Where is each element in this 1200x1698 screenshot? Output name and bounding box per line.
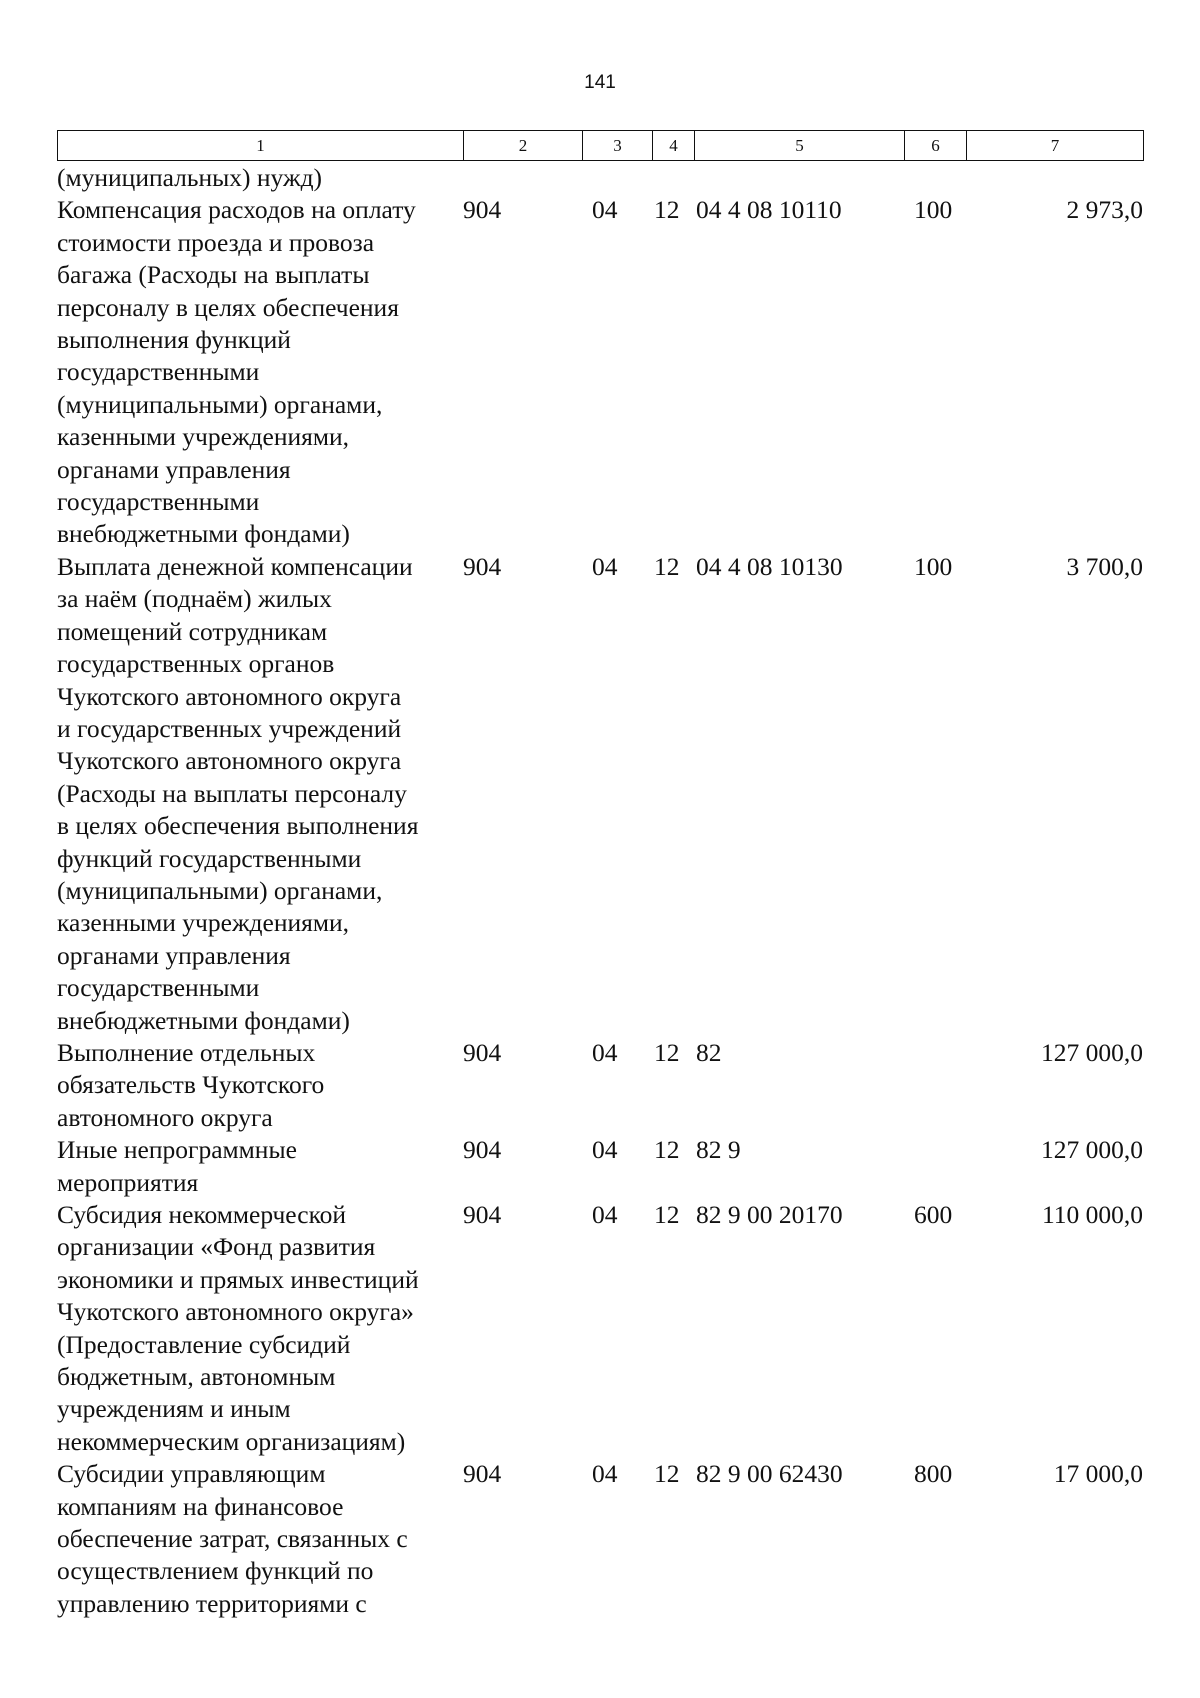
table-row [57,162,1143,194]
row-col-6 [904,1134,966,1199]
row-col-2: 904 [463,1037,502,1067]
row-col-5: 82 9 00 20170 [696,1200,843,1229]
row-col-4: 12 [654,551,680,581]
row-col-7 [966,162,1143,194]
row-col-2: 904 [463,551,502,581]
row-col-3: 04 [592,551,618,581]
row-col-5: 82 [696,1037,722,1067]
row-name: Иные непрограммные мероприятия [57,1135,297,1197]
row-col-4: 12 [654,1037,680,1067]
table-row [57,194,1143,550]
row-col-5: 82 9 [696,1135,741,1165]
row-col-7: 110 000,0 [1041,1200,1143,1229]
column-header-7: 7 [967,131,1144,161]
table-row [57,1199,1143,1458]
row-col-2: 904 [463,195,502,225]
column-header-row [58,131,1144,161]
row-col-3 [582,162,652,194]
table-row [57,1458,1143,1620]
row-col-2: 904 [463,1459,502,1489]
row-col-6: 800 [914,1459,953,1489]
row-col-3: 04 [592,1200,618,1229]
row-col-6: 600 [914,1200,953,1229]
row-col-4 [652,162,694,194]
row-col-6: 100 [914,195,953,225]
row-col-6 [904,1037,966,1134]
budget-table-body [57,162,1143,1620]
table-row [57,1134,1143,1199]
row-name: Выполнение отдельных обязательств Чукотского автономного округа [57,1037,325,1132]
column-header-table [57,130,1144,161]
row-name: (муниципальных) нужд) [57,163,323,192]
row-col-3: 04 [592,1459,618,1489]
column-header-4: 4 [653,131,695,161]
row-col-5: 04 4 08 10110 [696,195,842,225]
row-col-5: 82 9 00 62430 [696,1459,843,1489]
row-col-7: 127 000,0 [1041,1037,1143,1067]
row-col-3: 04 [592,195,618,225]
page-number: 141 [584,72,616,93]
row-name: Субсидия некоммерческой организации «Фонд развития экономики и прямых инвестиций Чукотского автономного округа» (Предоставление субсидий бюджетным, автономным учреждениям и иным некоммерческим организациям) [57,1200,419,1456]
column-header-5: 5 [695,131,905,161]
row-col-6 [904,162,966,194]
row-col-4: 12 [654,1200,680,1229]
column-header-2: 2 [464,131,583,161]
row-col-4: 12 [654,195,680,225]
row-col-2: 904 [463,1200,502,1229]
column-header-6: 6 [905,131,967,161]
row-name: Выплата денежной компенсации за наём (поднаём) жилых помещений сотрудникам государственных органов Чукотского автономного округа и государственных учреждений Чукотского автономного округа (Расходы на выплаты персоналу в целях обеспечения выполнения функций государственными (муниципальными) органами, казенными учреждениями, органами управления государственными внебюджетными фондами) [57,551,419,1035]
row-col-3: 04 [592,1135,618,1165]
column-header-3: 3 [583,131,653,161]
row-col-3: 04 [592,1037,618,1067]
row-col-2 [463,162,582,194]
row-col-7: 17 000,0 [1053,1459,1143,1489]
row-col-5: 04 4 08 10130 [696,551,843,581]
row-col-4: 12 [654,1459,680,1489]
table-row [57,551,1143,1037]
row-col-7: 3 700,0 [1066,551,1143,581]
row-name: Компенсация расходов на оплату стоимости проезда и провоза багажа (Расходы на выплаты персоналу в целях обеспечения выполнения функций государственными (муниципальными) органами, казенными учреждениями, органами управления государственными внебюджетными фондами) [57,195,416,549]
column-header-1: 1 [58,131,464,161]
row-col-2: 904 [463,1135,502,1165]
row-col-5 [694,162,904,194]
row-col-7: 127 000,0 [1041,1135,1143,1165]
row-name: Субсидии управляющим компаниям на финансовое обеспечение затрат, связанных с осуществлением функций по управлению территориями с [57,1459,408,1618]
row-col-6: 100 [914,551,953,581]
budget-table [57,162,1143,1620]
table-row [57,1037,1143,1134]
row-col-4: 12 [654,1135,680,1165]
row-col-7: 2 973,0 [1066,195,1143,225]
